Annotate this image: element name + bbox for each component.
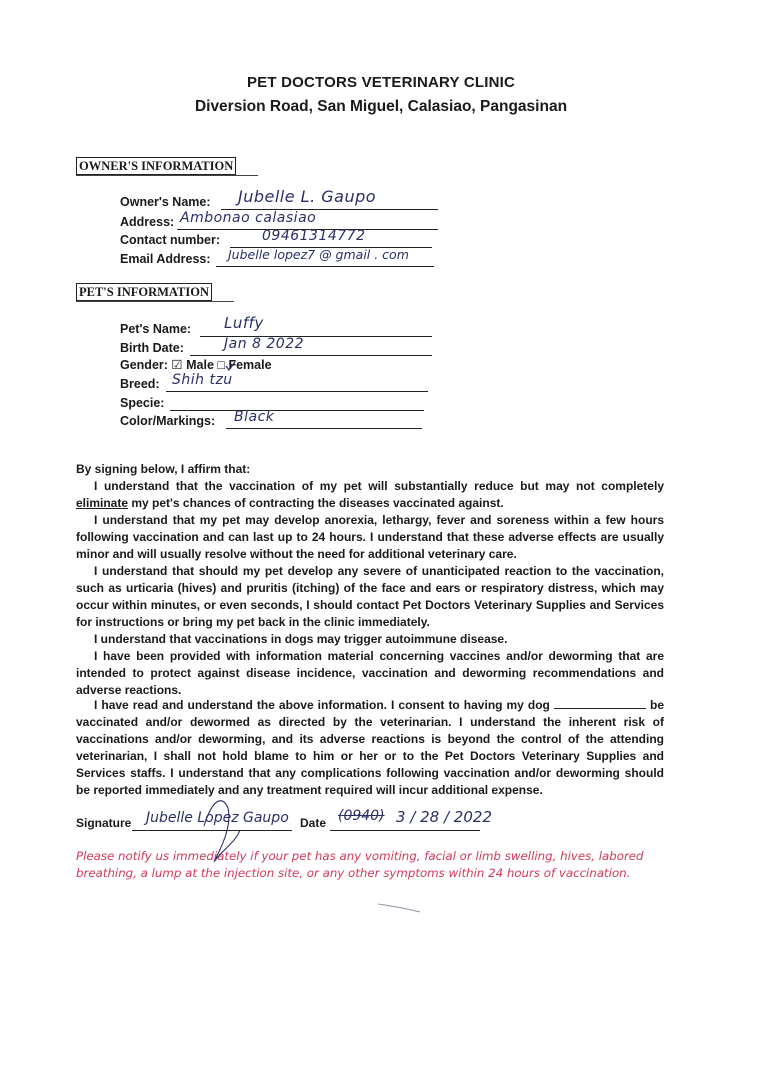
section-divider xyxy=(76,301,234,302)
male-checkbox[interactable]: ☑ xyxy=(171,358,183,372)
affirmation-paragraph-6 xyxy=(76,697,664,799)
signature-line xyxy=(132,830,292,831)
date-struck-value: (0940) xyxy=(338,808,385,824)
pet-section-title: PET'S INFORMATION xyxy=(76,283,212,301)
affirmation-intro: By signing below, I affirm that: xyxy=(76,462,251,476)
field-underline xyxy=(190,355,432,356)
owner-section-title: OWNER'S INFORMATION xyxy=(76,157,236,175)
pet-name-value: Luffy xyxy=(224,314,264,332)
dog-name-blank[interactable] xyxy=(554,698,646,709)
date-label: Date xyxy=(300,816,327,830)
affirmation-p1-text-end: my pet's chances of contracting the diseases vaccinated against. xyxy=(131,496,504,510)
field-underline xyxy=(216,266,434,267)
aftercare-notice: Please notify us immediately if your pet has any vomiting, facial or limb swelling, hives, labored breathing, a lump at the injection site, or any other symptoms within 24 hours of vaccination. xyxy=(76,849,644,880)
male-option-label: Male xyxy=(186,358,214,372)
owner-address-label: Address: xyxy=(120,215,175,229)
signature-label: Signature xyxy=(76,816,132,830)
owner-name-label: Owner's Name: xyxy=(120,195,211,209)
field-underline xyxy=(166,391,428,392)
birth-date-field[interactable] xyxy=(120,336,440,357)
specie-label: Specie: xyxy=(120,396,165,410)
affirmation-p6-text-end: be vaccinated and/or dewormed as directed by the veterinarian. I understand the inherent risk of vaccinations and/or deworming, and its adverse reactions is beyond the control of the attending veterinarian, I shall not hold blame to him or her or to the Pet Doctors Veterinary Supplies and Services staffs. I understand that any complications following vaccination and/or deworming should be reported immediately and any treatment required will incur additional expense. xyxy=(76,698,664,797)
stray-pen-mark xyxy=(378,904,420,912)
color-markings-label: Color/Markings: xyxy=(120,414,216,428)
affirmation-paragraph-5: I have been provided with information material concerning vaccines and/or deworming that are intended to protect against disease incidence, vaccination and deworming recommendations and adverse reactions. xyxy=(76,649,664,697)
specie-field[interactable] xyxy=(120,394,440,412)
female-checkbox[interactable]: □ xyxy=(217,358,225,372)
field-underline xyxy=(170,410,424,411)
owner-name-value: Jubelle L. Gaupo xyxy=(238,187,377,206)
affirmation-paragraph-1 xyxy=(76,478,664,512)
breed-label: Breed: xyxy=(120,377,160,391)
date-value[interactable]: 3 / 28 / 2022 xyxy=(396,808,492,826)
signature-value[interactable]: Jubelle Lopez Gaupo xyxy=(146,810,289,826)
affirmation-paragraph-2: I understand that my pet may develop anorexia, lethargy, fever and soreness within a few hours following vaccination and can last up to 24 hours. I understand that these adverse effects are usually minor and will usually resolve without the need for additional veterinary care. xyxy=(76,513,664,561)
birth-date-label: Birth Date: xyxy=(120,341,184,355)
date-line xyxy=(330,830,480,831)
owner-address-value: Ambonao calasiao xyxy=(180,210,317,226)
section-divider xyxy=(76,175,258,176)
gender-field xyxy=(120,357,272,372)
birth-date-value: Jan 8 2022 xyxy=(224,336,305,352)
affirmation-paragraph-3: I understand that should my pet develop any severe of unanticipated reaction to the vaccination, such as urticaria (hives) and pruritis (itching) of the face and ears or respiratory distress, which may occur within minutes, or even seconds, I should contact Pet Doctors Veterinary Supplies and Services for instructions or bring my pet back in the clinic immediately. xyxy=(76,564,664,629)
clinic-name: PET DOCTORS VETERINARY CLINIC xyxy=(246,74,516,91)
breed-value: Shih tzu xyxy=(172,372,233,388)
email-address-value: Jubelle lopez7 @ gmail . com xyxy=(228,247,409,262)
affirmation-p6-text: I have read and understand the above information. I consent to having my dog xyxy=(94,698,550,712)
color-markings-value: Black xyxy=(234,409,275,425)
gender-label: Gender: xyxy=(120,358,168,372)
email-address-label: Email Address: xyxy=(120,252,211,266)
field-underline xyxy=(226,428,422,429)
pet-name-label: Pet's Name: xyxy=(120,322,192,336)
contact-number-value: 09461314772 xyxy=(262,228,366,244)
affirmation-p1-emphasis: eliminate xyxy=(76,496,129,510)
breed-field[interactable] xyxy=(120,372,440,393)
affirmation-paragraph-4: I understand that vaccinations in dogs may trigger autoimmune disease. xyxy=(94,632,508,646)
female-option-label: Female xyxy=(228,358,272,372)
contact-number-label: Contact number: xyxy=(120,233,220,247)
email-address-field[interactable] xyxy=(120,247,440,268)
owner-name-field[interactable] xyxy=(120,187,440,211)
affirmation-p1-text: I understand that the vaccination of my pet will substantially reduce but may not completely xyxy=(94,479,664,493)
color-markings-field[interactable] xyxy=(120,409,440,430)
clinic-address: Diversion Road, San Miguel, Calasiao, Pangasinan xyxy=(194,98,568,115)
